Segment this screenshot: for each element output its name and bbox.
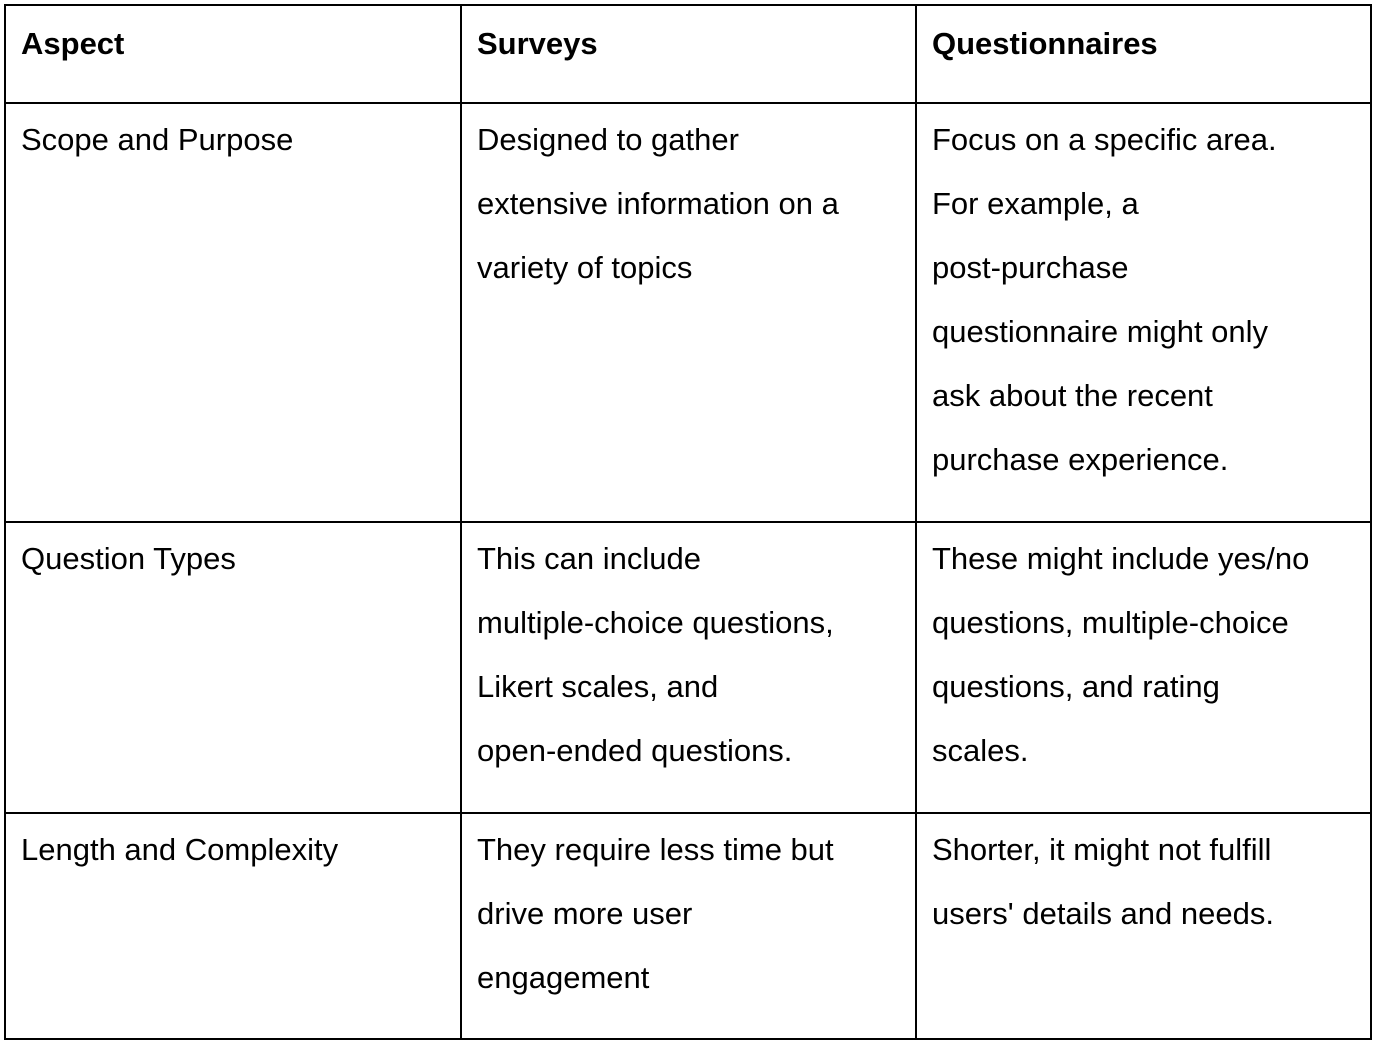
cell-text-line: drive more user [477, 896, 693, 931]
cell-text-line: Likert scales, and [477, 669, 719, 704]
header-surveys: Surveys [461, 5, 916, 103]
cell-text-line: variety of topics [477, 250, 693, 285]
header-aspect: Aspect [5, 5, 461, 103]
comparison-table [4, 4, 1372, 1040]
cell-questionnaires [916, 813, 1371, 1039]
cell-text-line: questions, and rating [932, 669, 1220, 704]
cell-aspect [5, 103, 461, 522]
table-row [5, 103, 1371, 522]
cell-surveys [461, 813, 916, 1039]
cell-text-line: scales. [932, 733, 1029, 768]
aspect-label: Question Types [21, 541, 236, 576]
cell-text-line: users' details and needs. [932, 896, 1274, 931]
cell-text-line: open-ended questions. [477, 733, 793, 768]
cell-text-line: For example, a [932, 186, 1139, 221]
cell-text-line: multiple-choice questions, [477, 605, 834, 640]
cell-text-line: questions, multiple-choice [932, 605, 1289, 640]
cell-text-line: Shorter, it might not fulfill [932, 832, 1272, 867]
cell-text-line: purchase experience. [932, 442, 1229, 477]
cell-aspect [5, 522, 461, 813]
cell-surveys [461, 522, 916, 813]
cell-questionnaires [916, 522, 1371, 813]
cell-text-line: This can include [477, 541, 702, 576]
header-questionnaires: Questionnaires [916, 5, 1371, 103]
aspect-label: Scope and Purpose [21, 122, 294, 157]
cell-surveys [461, 103, 916, 522]
cell-text-line: extensive information on a [477, 186, 839, 221]
table-header-row [5, 5, 1371, 103]
cell-questionnaires [916, 103, 1371, 522]
cell-text-line: Focus on a specific area. [932, 122, 1277, 157]
cell-text-line: ask about the recent [932, 378, 1213, 413]
cell-text-line: Designed to gather [477, 122, 739, 157]
cell-text-line: They require less time but [477, 832, 834, 867]
table-row [5, 522, 1371, 813]
aspect-label: Length and Complexity [21, 832, 339, 867]
table-row [5, 813, 1371, 1039]
cell-text-line: post-purchase [932, 250, 1129, 285]
cell-text-line: engagement [477, 960, 650, 995]
cell-aspect [5, 813, 461, 1039]
cell-text-line: questionnaire might only [932, 314, 1269, 349]
cell-text-line: These might include yes/no [932, 541, 1310, 576]
